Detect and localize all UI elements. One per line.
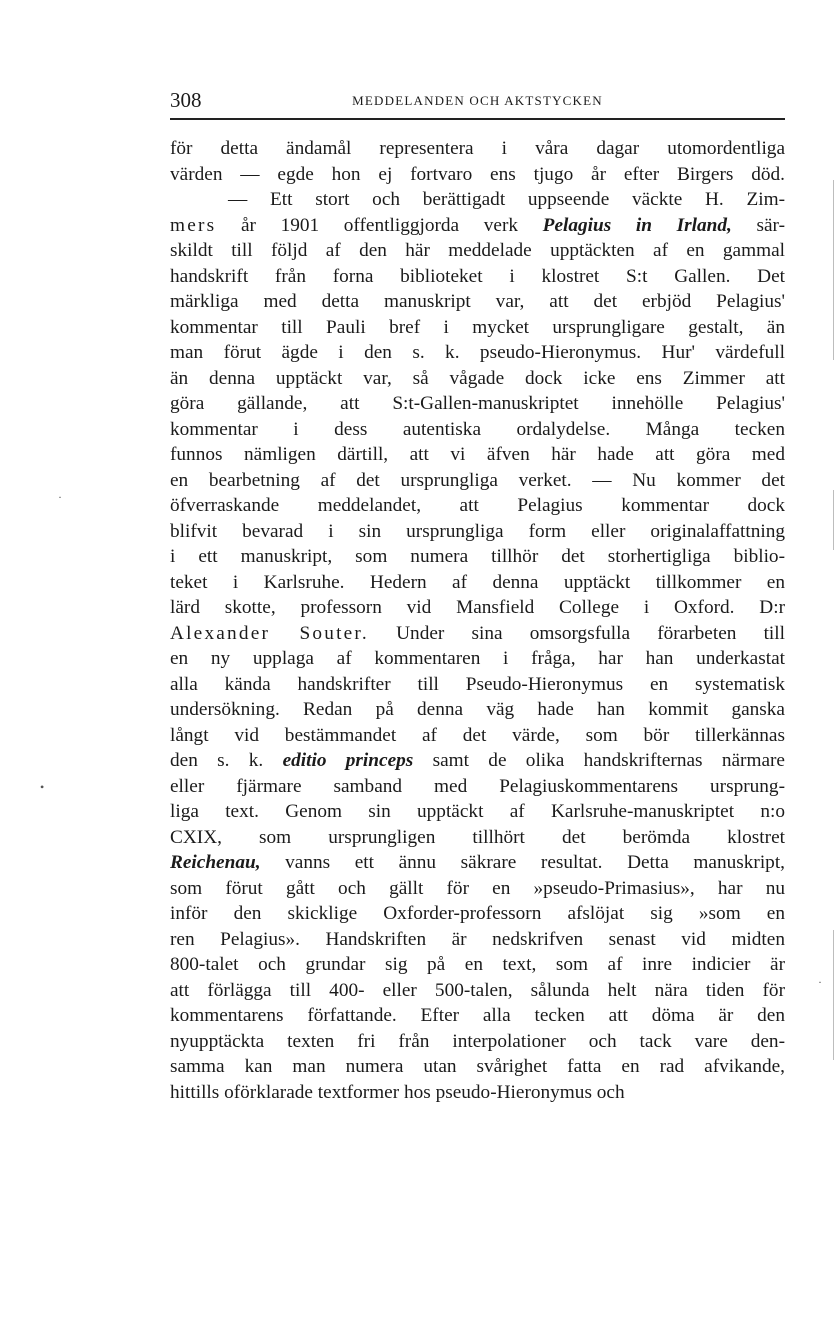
scan-speck-mark: •	[40, 780, 45, 794]
text-line: en bearbetning af det ursprungliga verket. — Nu kommer det	[170, 469, 785, 491]
italic-term: editio princeps	[282, 750, 414, 771]
text-line: än denna upptäckt var, så vågade dock icke ens Zimmer att	[170, 367, 785, 389]
spaced-name: mers	[170, 214, 217, 236]
text-line: göra gällande, att S:t-Gallen-manuskriptet innehölle Pelagius'	[170, 393, 785, 414]
text-line	[170, 748, 785, 774]
text-line: kommentarens författande. Efter alla tecken att döma är den	[170, 1005, 785, 1026]
text-line: alla kända handskrifter till Pseudo-Hieronymus en systematisk	[170, 673, 785, 695]
text-span: år 1901 offentliggjorda verk	[216, 214, 543, 236]
spaced-name: Alexander Souter.	[170, 622, 369, 644]
text-line: samma kan man numera utan svårighet fatta en rad afvikande,	[170, 1056, 785, 1077]
text-line: värden — egde hon ej fortvaro ens tjugo år efter Birgers död.	[170, 163, 785, 185]
scan-edge-line	[833, 490, 834, 550]
text-line: skildt till följd af den här meddelade upptäckten af en gammal	[170, 240, 785, 261]
text-line	[170, 621, 785, 647]
italic-place: Reichenau,	[170, 852, 261, 873]
text-line: funnos nämligen därtill, att vi äfven här hade att göra med	[170, 444, 785, 465]
text-line: en ny upplaga af kommentaren i fråga, har han underkastat	[170, 648, 785, 669]
text-line: liga text. Genom sin upptäckt af Karlsruhe-manuskriptet n:o	[170, 801, 785, 822]
text-line: blifvit bevarad i sin ursprungliga form eller originalaffattning	[170, 520, 785, 542]
scan-speck-mark: ·	[58, 490, 62, 504]
text-line: nyupptäckta texten fri från interpolationer och tack vare den-	[170, 1030, 785, 1052]
text-line: eller fjärmare samband med Pelagiuskommentarens ursprung-	[170, 775, 785, 797]
text-span: vanns ett ännu säkrare resultat. Detta manuskript,	[260, 852, 785, 873]
text-line: för detta ändamål representera i våra dagar utomordentliga	[170, 138, 785, 159]
text-line: som förut gått och gällt för en »pseudo-Primasius», har nu	[170, 877, 785, 899]
book-title: Pelagius in Irland,	[542, 214, 732, 236]
text-line: ren Pelagius». Handskriften är nedskrifven senast vid midten	[170, 928, 785, 950]
scan-edge-line	[833, 930, 834, 1060]
text-line: 800-talet och grundar sig på en text, som af inre indicier är	[170, 954, 785, 975]
text-line: handskrift från forna biblioteket i klostret S:t Gallen. Det	[170, 265, 785, 287]
text-span: samt de olika handskrifternas närmare	[413, 750, 785, 771]
scan-speck-mark: ·	[818, 975, 822, 989]
text-line: teket i Karlsruhe. Hedern af denna upptäckt tillkommer en	[170, 571, 785, 593]
scan-edge-line	[833, 180, 834, 360]
text-line	[170, 213, 785, 239]
text-line: inför den skicklige Oxforder-professorn afslöjat sig »som en	[170, 903, 785, 924]
body-text	[170, 136, 785, 1105]
text-line: öfverraskande meddelandet, att Pelagius kommentar dock	[170, 495, 785, 516]
page-header	[170, 88, 785, 120]
text-line: kommentar till Pauli bref i mycket ursprungligare gestalt, än	[170, 316, 785, 338]
text-line: man förut ägde i den s. k. pseudo-Hieronymus. Hur' värdefull	[170, 342, 785, 363]
text-line: märkliga med detta manuskript var, att det erbjöd Pelagius'	[170, 291, 785, 312]
text-line	[170, 850, 785, 876]
text-line: undersökning. Redan på denna väg hade han kommit ganska	[170, 699, 785, 720]
text-line: kommentar i dess autentiska ordalydelse. Många tecken	[170, 418, 785, 440]
text-line: i ett manuskript, som numera tillhör det storhertigliga biblio-	[170, 546, 785, 567]
text-line: hittills oförklarade textformer hos pseudo-Hieronymus och	[170, 1081, 625, 1103]
text-line: — Ett stort och berättigadt uppseende väckte H. Zim-	[228, 189, 785, 210]
page-number: 308	[170, 88, 202, 112]
text-span: den s. k.	[170, 750, 283, 771]
text-line: att förlägga till 400- eller 500-talen, sålunda helt nära tiden för	[170, 979, 785, 1001]
text-line: långt vid bestämmandet af det värde, som bör tillerkännas	[170, 724, 785, 746]
text-line: CXIX, som ursprungligen tillhört det berömda klostret	[170, 826, 785, 848]
text-span: sär-	[731, 214, 785, 236]
running-head: MEDDELANDEN OCH AKTSTYCKEN	[352, 93, 603, 108]
text-line: lärd skotte, professorn vid Mansfield College i Oxford. D:r	[170, 597, 785, 618]
text-span: Under sina omsorgsfulla förarbeten till	[368, 622, 785, 644]
